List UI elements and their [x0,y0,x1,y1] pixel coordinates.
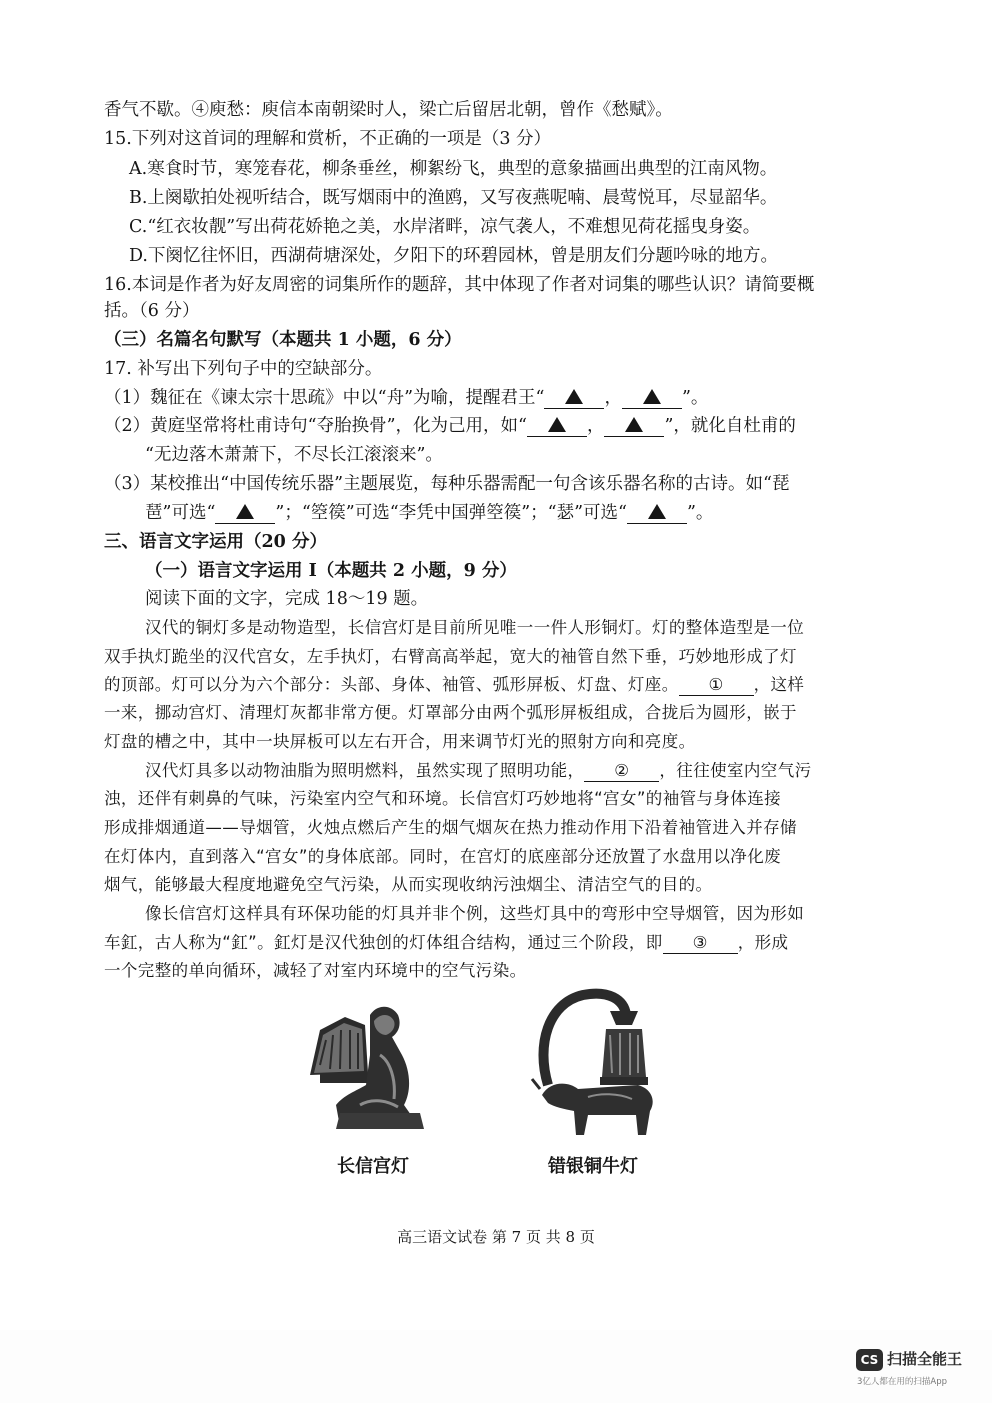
question-17-3: （3）某校推出“中国传统乐器”主题展览，每种乐器需配一句含该乐器名称的古诗。如“琵 [104,474,790,494]
right-figure-caption: 错银铜牛灯 [548,1156,638,1177]
q17-2-text: （2）黄庭坚常将杜甫诗句“夺胎换骨”，化为己用，如“ [104,416,527,436]
passage-p1-line2: 双手执灯跪坐的汉代宫女，左手执灯，右臂高高举起，宽大的袖管自然下垂，巧妙地形成了灯 [104,647,797,666]
q17-3-mid: ”；“箜篌”可选“李凭中国弹箜篌”；“瑟”可选“ [275,503,627,523]
triangle-icon [236,504,254,519]
part-3-heading: 三、语言文字运用（20 分） [104,532,327,552]
p1-text-end: ，这样 [753,675,805,694]
triangle-icon [565,389,583,404]
q17-3-end: ”。 [686,503,714,523]
q17-1-comma: ， [604,388,622,408]
triangle-icon [648,504,666,519]
passage-p1-line1: 汉代的铜灯多是动物造型，长信宫灯是目前所见唯一一件人形铜灯。灯的整体造型是一位 [145,618,805,637]
reading-instruction: 阅读下面的文字，完成 18～19 题。 [145,589,429,609]
question-17-2 [104,412,894,441]
answer-blank[interactable] [627,503,687,524]
option-15b: B.上阕歇拍处视听结合，既写烟雨中的渔鸥，又写夜燕呢喃、晨莺悦耳，尽显韶华。 [129,188,778,208]
answer-blank[interactable] [622,388,682,409]
q17-2-cont: “无边落木萧萧下，不尽长江滚滚来”。 [145,445,443,465]
answer-blank-3[interactable]: ③ [663,933,738,954]
answer-blank[interactable] [604,416,664,437]
note-line: 香气不歇。④庾愁：庾信本南朝梁时人，梁亡后留居北朝，曾作《愁赋》。 [104,100,673,120]
q17-2-end: ”，就化自杜甫的 [664,416,796,436]
q17-1-text: （1）魏征在《谏太宗十思疏》中以“舟”为喻，提醒君王“ [104,388,545,408]
question-16: 16.本词是作者为好友周密的词集所作的题辞，其中体现了作者对词集的哪些认识？请简要概 [104,275,815,295]
passage-p1-line4: 一来，挪动宫灯、清理灯灰都非常方便。灯罩部分由两个弧形屏板组成，合拢后为圆形，嵌于 [104,703,797,722]
option-15c: C.“红衣妆靓”写出荷花娇艳之美，水岸渚畔，凉气袭人，不难想见荷花摇曳身姿。 [129,217,761,237]
passage-p2-line3: 形成排烟通道——导烟管，火烛点燃后产生的烟气烟灰在热力推动作用下沿着袖管进入并存储 [104,818,797,837]
q17-1-end: ”。 [681,388,709,408]
passage-p2-line5: 烟气，能够最大程度地避免空气污染，从而实现收纳污浊烟尘、清洁空气的目的。 [104,875,713,894]
passage-p3-line1: 像长信宫灯这样具有环保功能的灯具并非个例，这些灯具中的弯形中空导烟管，因为形如 [145,904,805,923]
q17-3-cont [145,499,935,528]
q17-2-comma: ， [586,416,605,436]
left-figure-caption: 长信宫灯 [337,1156,409,1177]
question-17: 17. 补写出下列句子中的空缺部分。 [104,359,383,379]
answer-blank[interactable] [544,388,604,409]
answer-blank-1[interactable]: ① [679,675,754,696]
triangle-icon [625,417,643,432]
q17-3-text: 琶”可选“ [145,503,216,523]
answer-blank-2[interactable]: ② [584,761,659,782]
subsection-1-heading: （一）语言文字运用 Ⅰ（本题共 2 小题，9 分） [145,561,517,581]
section-3-heading: （三）名篇名句默写（本题共 1 小题，6 分） [104,330,462,350]
scanner-band [0,1330,992,1403]
page-footer: 高三语文试卷 第 7 页 共 8 页 [397,1228,595,1246]
cattle-lamp-image [528,985,663,1140]
passage-p2-line4: 在灯体内，直到落入“宫女”的身体底部。同时，在宫灯的底座部分还放置了水盘用以净化废 [104,847,781,866]
question-17-1 [104,384,894,413]
passage-p2-line2: 浊，还伴有刺鼻的气味，污染室内空气和环境。长信宫灯巧妙地将“宫女”的袖管与身体连接 [104,789,781,808]
passage-p3-line3: 一个完整的单向循环，减轻了对室内环境中的空气污染。 [104,961,527,980]
camscanner-logo-icon: CS [856,1349,883,1371]
p1-text: 的顶部。灯可以分为六个部分：头部、身体、袖管、弧形屏板、灯盘、灯座。 [104,675,679,694]
passage-p2-line1 [145,756,935,785]
triangle-icon [643,389,661,404]
p3-text-end: ，形成 [737,933,789,952]
p3-text: 车釭，古人称为“釭”。釭灯是汉代独创的灯体组合结构，通过三个阶段，即 [104,933,663,952]
option-15a: A.寒食时节，寒笼春花，柳条垂丝，柳絮纷飞，典型的意象描画出典型的江南风物。 [129,159,778,179]
passage-p1-line3 [104,670,894,699]
camscanner-name: 扫描全能王 [887,1350,963,1368]
answer-blank[interactable] [527,416,587,437]
p2-text-end: ，往往使室内空气污 [659,761,812,780]
camscanner-tagline: 3亿人都在用的扫描App [857,1377,948,1387]
passage-p3-line2 [104,928,894,957]
question-16-cont: 括。（6 分） [104,301,200,321]
option-15d: D.下阕忆往怀旧，西湖荷塘深处，夕阳下的环碧园林，曾是朋友们分题吟咏的地方。 [129,246,778,266]
question-15: 15.下列对这首词的理解和赏析，不正确的一项是（3 分） [104,129,552,149]
p2-text: 汉代灯具多以动物油脂为照明燃料，虽然实现了照明功能， [145,761,585,780]
triangle-icon [548,417,566,432]
answer-blank[interactable] [215,503,275,524]
changxin-lamp-image [300,995,440,1135]
passage-p1-line5: 灯盘的槽之中，其中一块屏板可以左右开合，用来调节灯光的照射方向和亮度。 [104,732,696,751]
